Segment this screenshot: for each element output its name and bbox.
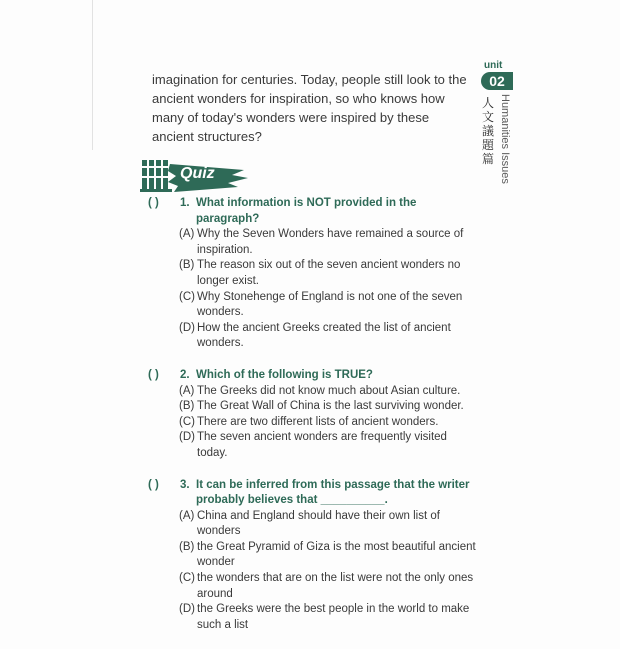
question-2 [148, 368, 478, 462]
question-number: 3. [180, 478, 190, 491]
option-text: How the ancient Greeks created the list of ancient wonders. [197, 321, 451, 350]
question-header [148, 368, 478, 384]
question-number: 2. [180, 368, 190, 381]
option-text: Why Stonehenge of England is not one of the seven wonders. [197, 290, 463, 319]
intro-text: imagination for centuries. Today, people still look to the ancient wonders for inspiration, so who knows how many of today's wonders were inspired by these ancient structures? [152, 72, 467, 144]
option-letter: (C) [179, 415, 195, 428]
question-text: What information is NOT provided in the paragraph? [196, 197, 417, 225]
option-letter: (A) [179, 228, 195, 241]
option-text: The reason six out of the seven ancient wonders no longer exist. [197, 259, 461, 287]
unit-word: unit [484, 60, 503, 71]
quiz-section [148, 196, 478, 649]
option-letter: (B) [179, 540, 195, 553]
answer-option [148, 415, 478, 431]
option-letter: (D) [179, 431, 195, 444]
answer-option [148, 321, 478, 352]
option-letter: (B) [179, 400, 195, 413]
unit-number-badge: 02 [481, 72, 513, 90]
answer-option [148, 509, 478, 540]
answer-option [148, 290, 478, 321]
answer-blank: ( ) [148, 478, 159, 491]
option-letter: (A) [179, 384, 195, 397]
option-text: the wonders that are on the list were not the only ones around [197, 572, 474, 600]
question-text: It can be inferred from this passage that the writer probably believes that __________. [196, 478, 470, 507]
option-letter: (A) [179, 509, 195, 522]
answer-option [148, 384, 478, 400]
option-letter: (C) [179, 290, 195, 303]
answer-option [148, 258, 478, 289]
option-text: There are two different lists of ancient wonders. [197, 415, 439, 428]
option-letter: (C) [179, 572, 195, 585]
question-number: 1. [180, 197, 190, 209]
answer-option [148, 571, 478, 602]
option-text: The Great Wall of China is the last surviving wonder. [197, 400, 464, 413]
answer-option [148, 430, 478, 461]
option-text: China and England should have their own list of wonders [197, 509, 440, 538]
answer-option [148, 399, 478, 415]
option-text: The seven ancient wonders are frequently visited today. [197, 431, 447, 459]
page-margin-line [92, 0, 93, 150]
question-header [148, 196, 478, 227]
option-letter: (D) [179, 321, 195, 334]
question-3 [148, 478, 478, 634]
unit-english-title: Humanities Issues [499, 94, 511, 184]
intro-paragraph [152, 70, 472, 146]
quiz-figure-icon [140, 160, 172, 192]
option-letter: (D) [179, 603, 195, 616]
question-text: Which of the following is TRUE? [196, 368, 373, 381]
option-text: the Greeks were the best people in the world to make such a list [197, 603, 470, 631]
option-text: The Greeks did not know much about Asian culture. [197, 384, 461, 397]
option-text: Why the Seven Wonders have remained a source of inspiration. [197, 228, 464, 256]
question-header [148, 478, 478, 509]
answer-option [148, 602, 478, 633]
option-letter: (B) [179, 259, 195, 272]
answer-blank: ( ) [148, 368, 159, 381]
question-1 [148, 196, 478, 352]
unit-chinese-title: 人文議題篇 [482, 96, 495, 166]
answer-blank: ( ) [148, 197, 159, 209]
answer-option [148, 227, 478, 258]
option-text: the Great Pyramid of Giza is the most beautiful ancient wonder [197, 540, 476, 569]
answer-option [148, 540, 478, 571]
quiz-label: Quiz [180, 165, 215, 182]
